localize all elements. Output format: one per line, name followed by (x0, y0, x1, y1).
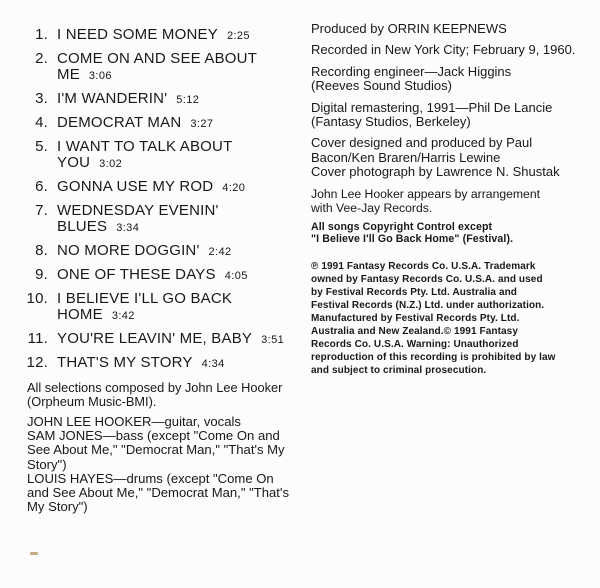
fine-print-line: Manufactured by Festival Records Pty. Ltd. (311, 313, 520, 325)
recording-location (311, 43, 593, 57)
track-list (22, 27, 294, 372)
track-row (22, 267, 294, 284)
copyright-control-note-line: "I Believe I'll Go Back Home" (Festival). (311, 233, 514, 246)
track-time: 4:34 (201, 358, 225, 370)
track-row (22, 51, 294, 84)
personnel-line: My Story") (27, 499, 88, 515)
track-title (57, 243, 232, 260)
track-title-line: ME 3:06 (57, 66, 112, 83)
fine-print-line: owned by Fantasy Records Co. U.S.A. and used (311, 274, 543, 286)
personnel-sam-jones (27, 429, 294, 472)
cover-credits-line: Bacon/Ken Braren/Harris Lewine (311, 149, 501, 165)
track-row (22, 91, 294, 108)
personnel-line: JOHN LEE HOOKER—guitar, vocals (27, 414, 241, 429)
produced-by (311, 22, 593, 36)
personnel-line: See About Me," "Democrat Man," "That's My (27, 442, 285, 458)
track-title (57, 115, 213, 132)
track-number: 1. (35, 26, 48, 43)
track-title (57, 331, 284, 348)
fine-print (311, 260, 593, 377)
veejay-note (311, 187, 593, 215)
track-row (22, 27, 294, 44)
track-title-line: YOU'RE LEAVIN' ME, BABY 3:51 (57, 330, 285, 347)
digital-remastering (311, 101, 593, 130)
track-title (57, 267, 248, 284)
fine-print-line: Records Co. U.S.A. Warning: Unauthorized (311, 339, 519, 351)
track-number: 4. (35, 114, 48, 131)
track-title (57, 51, 257, 84)
produced-by-line: Produced by ORRIN KEEPNEWS (311, 21, 507, 36)
track-row (22, 179, 294, 196)
cover-credits-line: Cover photograph by Lawrence N. Shustak (311, 164, 560, 180)
track-title-line: COME ON AND SEE ABOUT (57, 50, 258, 67)
track-row (22, 291, 294, 324)
track-row (22, 139, 294, 172)
digital-remastering-line: Digital remastering, 1991—Phil De Lancie (311, 99, 553, 115)
personnel-line: SAM JONES—bass (except "Come On and (27, 428, 280, 444)
tracklist-column (22, 27, 294, 514)
track-number: 3. (35, 90, 48, 107)
track-row (22, 331, 294, 348)
track-title-line: YOU 3:02 (57, 154, 123, 171)
cover-credits (311, 136, 593, 179)
track-title-line: I NEED SOME MONEY 2:25 (57, 26, 250, 43)
track-title-line: HOME 3:42 (57, 306, 135, 323)
track-number: 12. (26, 354, 48, 371)
scan-artifact (30, 552, 38, 555)
track-number: 2. (35, 50, 48, 67)
veejay-note-line: John Lee Hooker appears by arrangement (311, 186, 540, 201)
track-title-line: GONNA USE MY ROD 4:20 (57, 178, 246, 195)
composition-note-line: (Orpheum Music-BMI). (27, 394, 157, 409)
track-time: 2:42 (208, 246, 232, 258)
recording-engineer-line: Recording engineer—Jack Higgins (311, 63, 512, 79)
personnel-list (22, 415, 294, 514)
track-number: 8. (35, 242, 48, 259)
personnel-line: Story") (27, 456, 67, 472)
track-row (22, 203, 294, 236)
cover-credits-line: Cover designed and produced by Paul (311, 135, 533, 151)
recording-engineer (311, 65, 593, 94)
track-title (57, 139, 232, 172)
track-title (57, 355, 225, 372)
veejay-note-line: with Vee-Jay Records. (311, 200, 433, 215)
track-title (57, 91, 199, 108)
composition-note (22, 381, 294, 409)
track-time: 3:51 (261, 334, 285, 346)
fine-print-line: and subject to criminal prosecution. (311, 365, 487, 377)
digital-remastering-line: (Fantasy Studios, Berkeley) (311, 114, 471, 130)
track-title (57, 291, 232, 324)
track-title-line: THAT'S MY STORY 4:34 (57, 354, 225, 371)
track-title-line: NO MORE DOGGIN' 2:42 (57, 242, 232, 259)
track-row (22, 355, 294, 372)
track-time: 5:12 (176, 94, 200, 106)
copyright-control-note (311, 221, 593, 246)
fine-print-line: by Festival Records Pty. Ltd. Australia and (311, 287, 518, 299)
track-number: 5. (35, 138, 48, 155)
track-time: 3:06 (88, 70, 112, 82)
track-number: 7. (35, 202, 48, 219)
personnel-john-lee-hooker (27, 415, 294, 429)
credits-column (311, 22, 593, 377)
track-title-line: WEDNESDAY EVENIN' (57, 202, 219, 219)
personnel-louis-hayes (27, 472, 294, 515)
composition-note-line: All selections composed by John Lee Hooker (27, 380, 283, 395)
fine-print-line: reproduction of this recording is prohibited by law (311, 352, 556, 364)
track-time: 3:42 (111, 310, 135, 322)
track-title-line: I'M WANDERIN' 5:12 (57, 90, 200, 107)
track-title-line: BLUES 3:34 (57, 218, 140, 235)
track-time: 2:25 (226, 30, 250, 42)
fine-print-line: Festival Records (N.Z.) Ltd. under authorization. (311, 300, 545, 312)
track-time: 4:20 (222, 182, 246, 194)
track-row (22, 243, 294, 260)
track-title-line: DEMOCRAT MAN 3:27 (57, 114, 214, 131)
track-number: 9. (35, 266, 48, 283)
track-row (22, 115, 294, 132)
track-title-line: ONE OF THESE DAYS 4:05 (57, 266, 248, 283)
fine-print-line: Australia and New Zealand.© 1991 Fantasy (311, 326, 518, 338)
track-number: 10. (26, 290, 48, 307)
track-title-line: I BELIEVE I'LL GO BACK (57, 290, 233, 307)
track-number: 6. (35, 178, 48, 195)
personnel-line: LOUIS HAYES—drums (except "Come On (27, 470, 274, 486)
copyright-control-note-line: All songs Copyright Control except (311, 220, 493, 233)
track-time: 3:34 (116, 222, 140, 234)
recording-engineer-line: (Reeves Sound Studios) (311, 78, 452, 94)
track-title (57, 27, 250, 44)
track-title-line: I WANT TO TALK ABOUT (57, 138, 233, 155)
personnel-line: and See About Me," "Democrat Man," "That's (27, 485, 289, 501)
track-number: 11. (27, 330, 48, 347)
track-time: 3:27 (190, 118, 214, 130)
fine-print-line: ℗ 1991 Fantasy Records Co. U.S.A. Trademark (311, 261, 536, 273)
track-time: 3:02 (99, 158, 123, 170)
recording-location-line: Recorded in New York City; February 9, 1960. (311, 42, 576, 58)
track-title (57, 179, 245, 196)
track-time: 4:05 (224, 270, 248, 282)
track-title (57, 203, 219, 236)
